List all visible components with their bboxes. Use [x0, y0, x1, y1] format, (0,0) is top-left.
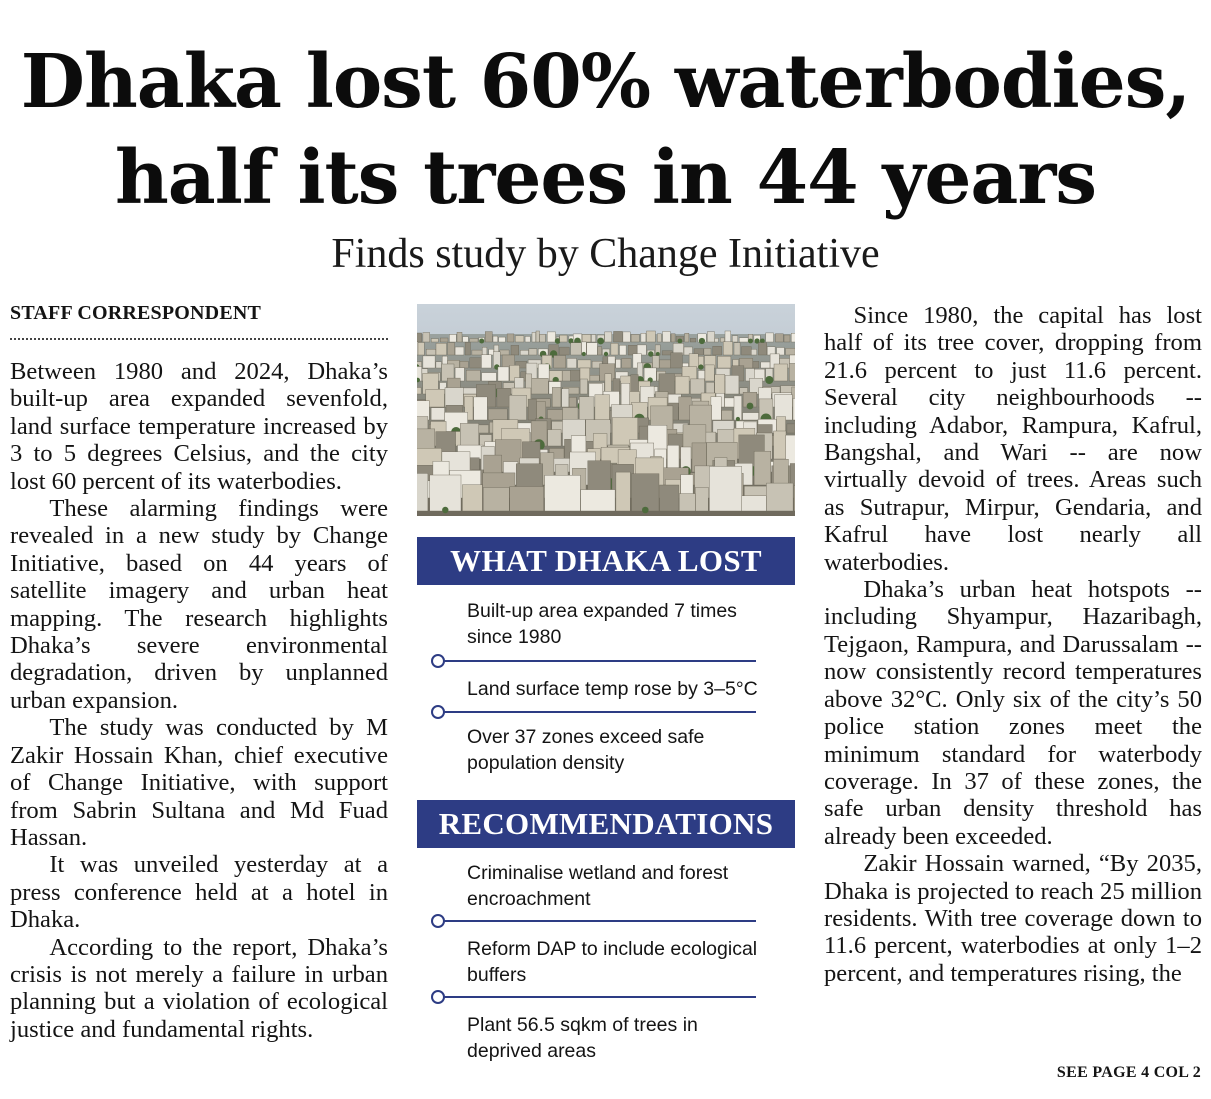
- building-block: [605, 374, 612, 394]
- building-block: [457, 332, 462, 342]
- building-block: [455, 347, 464, 355]
- item-divider: [440, 920, 756, 922]
- building-block: [766, 483, 793, 511]
- headline-line-1: Dhaka lost 60% waterbodies,: [20, 39, 1191, 125]
- building-block: [774, 364, 788, 381]
- building-block: [472, 350, 482, 355]
- building-block: [497, 388, 511, 407]
- right-column-body: [824, 302, 1202, 987]
- city-skyline-illustration: [417, 304, 795, 516]
- building-block: [675, 376, 689, 394]
- building-block: [499, 337, 506, 342]
- tree-blob: [642, 507, 649, 514]
- building-block: [532, 378, 548, 394]
- building-block: [426, 349, 436, 355]
- building-block: [777, 417, 786, 433]
- building-block: [595, 395, 610, 420]
- building-block: [548, 430, 562, 446]
- building-block: [481, 355, 491, 368]
- building-block: [579, 397, 594, 420]
- building-block: [679, 397, 692, 420]
- building-block: [470, 358, 481, 368]
- building-block: [739, 338, 748, 342]
- recommendation-item: Criminalise wetland and forest encroachment: [467, 862, 729, 910]
- building-block: [562, 371, 570, 381]
- building-block: [616, 472, 630, 511]
- paragraph: These alarming findings were revealed in a new study by Change Initiative, based on 44 years of satellite imagery and urban heat mapping. The research highlights Dhaka’s severe environmental degradation, driven by unplanned urban expansion.: [10, 495, 388, 714]
- building-block: [723, 342, 732, 355]
- building-block: [598, 347, 602, 355]
- building-block: [734, 343, 740, 355]
- building-block: [515, 336, 524, 342]
- building-block: [631, 335, 639, 343]
- building-block: [460, 423, 479, 446]
- building-block: [742, 496, 767, 511]
- building-block: [722, 410, 733, 420]
- building-block: [751, 349, 756, 355]
- dhaka-aerial-photo: [417, 304, 795, 516]
- building-block: [536, 331, 540, 342]
- byline-dotted-rule: [10, 338, 388, 340]
- building-block: [671, 334, 675, 342]
- building-block: [653, 356, 660, 368]
- tree-blob: [736, 417, 740, 421]
- building-block: [775, 334, 783, 342]
- building-block: [775, 395, 793, 420]
- building-block: [528, 399, 536, 420]
- building-block: [540, 334, 546, 342]
- building-block: [554, 356, 566, 369]
- recommendation-item: Plant 56.5 sqkm of trees in deprived areas: [467, 1014, 698, 1062]
- building-block: [510, 487, 544, 512]
- building-block: [659, 374, 675, 394]
- building-block: [707, 332, 714, 342]
- building-block: [465, 342, 470, 355]
- building-block: [460, 361, 468, 368]
- building-block: [569, 397, 576, 407]
- building-block: [482, 373, 497, 381]
- lost-item: Over 37 zones exceed safe population density: [467, 726, 705, 774]
- building-block: [725, 375, 739, 394]
- building-block: [787, 424, 795, 433]
- bullet-dot-icon: [431, 654, 445, 668]
- building-block: [587, 343, 598, 355]
- building-block: [485, 332, 492, 342]
- tree-blob: [442, 507, 448, 513]
- building-block: [525, 336, 530, 342]
- tree-blob: [748, 339, 753, 344]
- building-block: [690, 338, 696, 342]
- building-block: [547, 332, 555, 342]
- building-block: [774, 431, 786, 459]
- building-block: [466, 370, 480, 381]
- building-block: [743, 413, 759, 420]
- building-block: [671, 353, 683, 368]
- building-block: [417, 473, 428, 511]
- tree-blob: [604, 352, 608, 356]
- tree-blob: [597, 338, 604, 345]
- building-block: [718, 356, 731, 368]
- building-block: [482, 347, 487, 355]
- building-block: [445, 388, 463, 407]
- building-block: [685, 333, 689, 342]
- building-block: [532, 332, 536, 342]
- item-divider: [440, 996, 756, 998]
- headline-line-2: half its trees in 44 years: [114, 135, 1097, 221]
- building-block: [632, 474, 660, 511]
- building-block: [794, 486, 795, 511]
- building-block: [605, 332, 612, 342]
- building-block: [431, 408, 445, 420]
- building-block: [766, 333, 774, 342]
- building-block: [789, 363, 795, 381]
- paragraph: According to the report, Dhaka’s crisis is not merely a failure in urban planning but a violation of ecological justice and fundamental rights.: [10, 933, 388, 1043]
- building-block: [470, 339, 478, 343]
- building-block: [720, 338, 724, 342]
- subheadline: Finds study by Change Initiative: [331, 231, 880, 277]
- building-block: [690, 379, 704, 394]
- building-block: [715, 338, 719, 342]
- building-block: [758, 343, 766, 355]
- tree-blob: [678, 339, 683, 344]
- byline: STAFF CORRESPONDENT: [10, 302, 262, 324]
- building-block: [423, 356, 435, 368]
- building-block: [637, 345, 646, 355]
- building-block: [647, 331, 656, 342]
- building-block: [562, 389, 569, 407]
- headline: [0, 34, 1211, 226]
- building-block: [417, 388, 421, 395]
- building-block: [725, 331, 731, 342]
- item-divider: [440, 660, 756, 662]
- continuation-jump[interactable]: SEE PAGE 4 COL 2: [1056, 1064, 1201, 1081]
- building-block: [498, 367, 509, 381]
- building-block: [791, 333, 795, 342]
- building-block: [591, 335, 595, 343]
- bullet-dot-icon: [431, 914, 445, 928]
- building-block: [431, 339, 438, 342]
- building-block: [559, 347, 569, 355]
- building-block: [418, 343, 424, 356]
- paragraph: Dhaka’s urban heat hotspots -- including Shyampur, Hazaribagh, Tejgaon, Rampura, and Darussalam -- now consistently record temperatures above 32°C. Only six of the city’s 50 police station zones meet the minimum standard for waterbody coverage. In 37 of these zones, the safe urban density threshold has already been exceeded.: [824, 576, 1202, 850]
- building-block: [567, 358, 577, 368]
- building-block: [483, 488, 509, 512]
- building-block: [753, 361, 759, 368]
- building-block: [580, 379, 587, 394]
- building-block: [711, 397, 721, 420]
- building-block: [417, 342, 418, 355]
- building-block: [761, 362, 770, 368]
- building-block: [689, 354, 698, 368]
- building-block: [679, 494, 695, 511]
- building-block: [520, 350, 528, 355]
- tree-blob: [479, 339, 484, 344]
- building-block: [784, 335, 790, 342]
- building-block: [659, 360, 670, 368]
- building-block: [560, 335, 567, 342]
- building-block: [488, 409, 507, 420]
- building-block: [582, 335, 591, 343]
- building-block: [713, 346, 722, 355]
- building-block: [563, 408, 579, 421]
- tree-blob: [582, 352, 586, 356]
- paragraph: It was unveiled yesterday at a press conference held at a hotel in Dhaka.: [10, 851, 388, 934]
- building-block: [611, 343, 618, 355]
- lost-item: Land surface temp rose by 3–5°C: [467, 678, 758, 700]
- building-block: [578, 360, 591, 368]
- building-block: [423, 333, 430, 343]
- building-block: [462, 485, 482, 511]
- building-block: [631, 375, 638, 394]
- building-block: [742, 347, 752, 355]
- building-block: [489, 349, 494, 355]
- building-block: [754, 451, 771, 485]
- building-block: [436, 343, 447, 355]
- paragraph: Since 1980, the capital has lost half of its tree cover, dropping from 21.6 percent to just 11.6 percent. Several city neighbourhoods -- including Adabor, Rampura, Kafrul, Bangshal, and Wari -- are now virtually devoid of trees. Areas such as Sutrapur, Mirpur, Gendaria, and Kafrul have lost nearly all waterbodies.: [824, 302, 1202, 576]
- tree-blob: [699, 338, 705, 344]
- building-block: [616, 359, 621, 368]
- building-block: [430, 475, 461, 511]
- building-block: [571, 343, 582, 355]
- building-block: [704, 348, 711, 355]
- building-block: [732, 336, 737, 342]
- item-divider: [440, 711, 756, 713]
- tree-blob: [698, 364, 703, 369]
- building-block: [641, 333, 646, 342]
- building-block: [448, 343, 455, 355]
- building-block: [622, 358, 631, 368]
- building-block: [663, 331, 671, 342]
- building-block: [449, 334, 456, 342]
- building-block: [734, 396, 742, 420]
- building-block: [417, 333, 422, 342]
- building-block: [621, 383, 630, 407]
- building-block: [620, 345, 627, 355]
- building-block: [660, 485, 679, 511]
- tree-blob: [656, 352, 660, 356]
- tree-blob: [747, 403, 754, 410]
- what-dhaka-lost-header: WHAT DHAKA LOST: [417, 537, 795, 585]
- building-block: [474, 397, 488, 420]
- building-block: [715, 375, 725, 395]
- building-block: [507, 334, 514, 342]
- bullet-dot-icon: [431, 705, 445, 719]
- building-block: [571, 370, 580, 381]
- tree-blob: [765, 376, 773, 384]
- left-column-body: [10, 358, 388, 1043]
- building-block: [500, 350, 509, 355]
- building-block: [709, 466, 741, 511]
- building-block: [623, 332, 630, 342]
- building-block: [511, 345, 519, 355]
- building-block: [581, 490, 615, 511]
- building-block: [493, 336, 498, 342]
- building-block: [614, 331, 623, 342]
- paragraph: Between 1980 and 2024, Dhaka’s built-up area expanded sevenfold, land surface temperature increased by 3 to 5 degrees Celsius, and the city lost 60 percent of its waterbodies.: [10, 358, 388, 495]
- building-block: [552, 387, 561, 407]
- paragraph: Zakir Hossain warned, “By 2035, Dhaka is projected to reach 25 million residents. With tree coverage down to 11.6 percent, waterbodies at only 1–2 percent, and temperatures rising, the: [824, 850, 1202, 987]
- paragraph: The study was conducted by M Zakir Hossain Khan, chief executive of Change Initiative, with support from Sabrin Sultana and Md Fuad Hassan.: [10, 714, 388, 851]
- building-block: [706, 382, 714, 394]
- lost-item: Built-up area expanded 7 times since 1980: [467, 600, 737, 648]
- building-block: [793, 398, 795, 420]
- recommendation-item: Reform DAP to include ecological buffers: [467, 938, 758, 986]
- building-block: [545, 475, 581, 511]
- building-block: [509, 395, 526, 420]
- building-block: [436, 362, 442, 368]
- bullet-dot-icon: [431, 990, 445, 1004]
- building-block: [529, 349, 537, 355]
- building-block: [657, 334, 661, 342]
- building-block: [463, 337, 469, 342]
- building-block: [786, 348, 795, 355]
- building-block: [590, 375, 599, 381]
- building-block: [705, 365, 714, 381]
- recommendations-header: RECOMMENDATIONS: [417, 800, 795, 848]
- building-block: [440, 338, 448, 342]
- building-block: [696, 487, 709, 511]
